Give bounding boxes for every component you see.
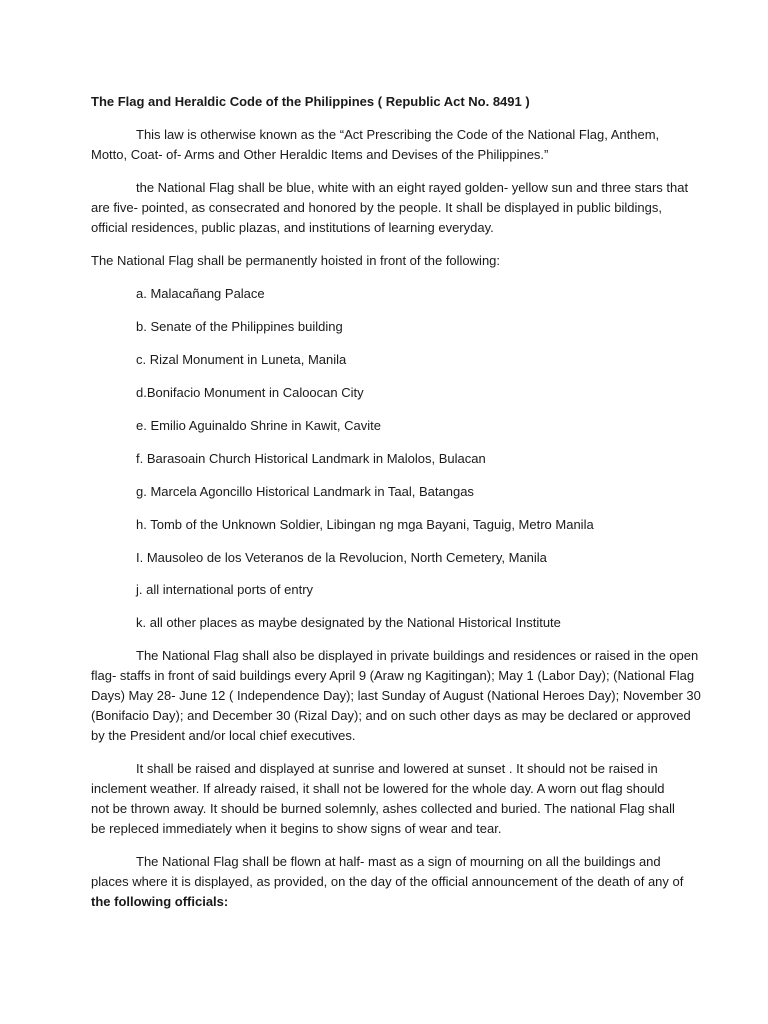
list-item: k. all other places as maybe designated by the National Historical Institute xyxy=(136,615,561,630)
half-mast-line-2: places where it is displayed, as provided, on the day of the official announcement of the death of any of xyxy=(91,874,684,889)
list-item: b. Senate of the Philippines building xyxy=(136,319,343,334)
document-title: The Flag and Heraldic Code of the Philippines ( Republic Act No. 8491 ) xyxy=(91,94,530,109)
list-item: c. Rizal Monument in Luneta, Manila xyxy=(136,352,347,367)
list-item: j. all international ports of entry xyxy=(136,582,314,597)
raising-rules-line-4: be repleced immediately when it begins to show signs of wear and tear. xyxy=(91,821,502,836)
flag-description-line-3: official residences, public plazas, and institutions of learning everyday. xyxy=(91,220,494,235)
raising-rules-line-1: It shall be raised and displayed at sunrise and lowered at sunset . It should not be raised in xyxy=(136,761,658,776)
private-display-line-3: Days) May 28- June 12 ( Independence Day); last Sunday of August (National Heroes Day); November 30 xyxy=(91,688,701,703)
private-display-line-2: flag- staffs in front of said buildings every April 9 (Araw ng Kagitingan); May 1 (Labor Day); (National Flag xyxy=(91,668,695,683)
list-item: f. Barasoain Church Historical Landmark in Malolos, Bulacan xyxy=(136,451,486,466)
intro-line-2: Motto, Coat- of- Arms and Other Heraldic Items and Devises of the Philippines.” xyxy=(91,147,549,162)
flag-description-line-2: are five- pointed, as consecrated and honored by the people. It shall be displayed in public bildings, xyxy=(91,200,662,215)
private-display-line-5: by the President and/or local chief executives. xyxy=(91,728,356,743)
raising-rules-line-3: not be thrown away. It should be burned solemnly, ashes collected and buried. The national Flag shall xyxy=(91,801,675,816)
list-intro: The National Flag shall be permanently hoisted in front of the following: xyxy=(91,253,501,268)
list-item: a. Malacañang Palace xyxy=(136,286,265,301)
private-display-line-4: (Bonifacio Day); and December 30 (Rizal Day); and on such other days as may be declared or approved xyxy=(91,708,691,723)
list-item: d.Bonifacio Monument in Caloocan City xyxy=(136,385,364,400)
private-display-line-1: The National Flag shall also be displayed in private buildings and residences or raised in the open xyxy=(136,648,699,663)
list-item: h. Tomb of the Unknown Soldier, Libingan ng mga Bayani, Taguig, Metro Manila xyxy=(136,517,594,532)
list-item: e. Emilio Aguinaldo Shrine in Kawit, Cavite xyxy=(136,418,381,433)
half-mast-line-3: the following officials: xyxy=(91,894,229,909)
intro-line-1: This law is otherwise known as the “Act Prescribing the Code of the National Flag, Anthem, xyxy=(136,127,660,142)
list-item: g. Marcela Agoncillo Historical Landmark in Taal, Batangas xyxy=(136,484,474,499)
half-mast-line-1: The National Flag shall be flown at half- mast as a sign of mourning on all the buildings and xyxy=(136,854,661,869)
raising-rules-line-2: inclement weather. If already raised, it shall not be lowered for the whole day. A worn out flag should xyxy=(91,781,665,796)
list-item: I. Mausoleo de los Veteranos de la Revolucion, North Cemetery, Manila xyxy=(136,550,547,565)
flag-description-line-1: the National Flag shall be blue, white with an eight rayed golden- yellow sun and three stars that xyxy=(136,180,689,195)
